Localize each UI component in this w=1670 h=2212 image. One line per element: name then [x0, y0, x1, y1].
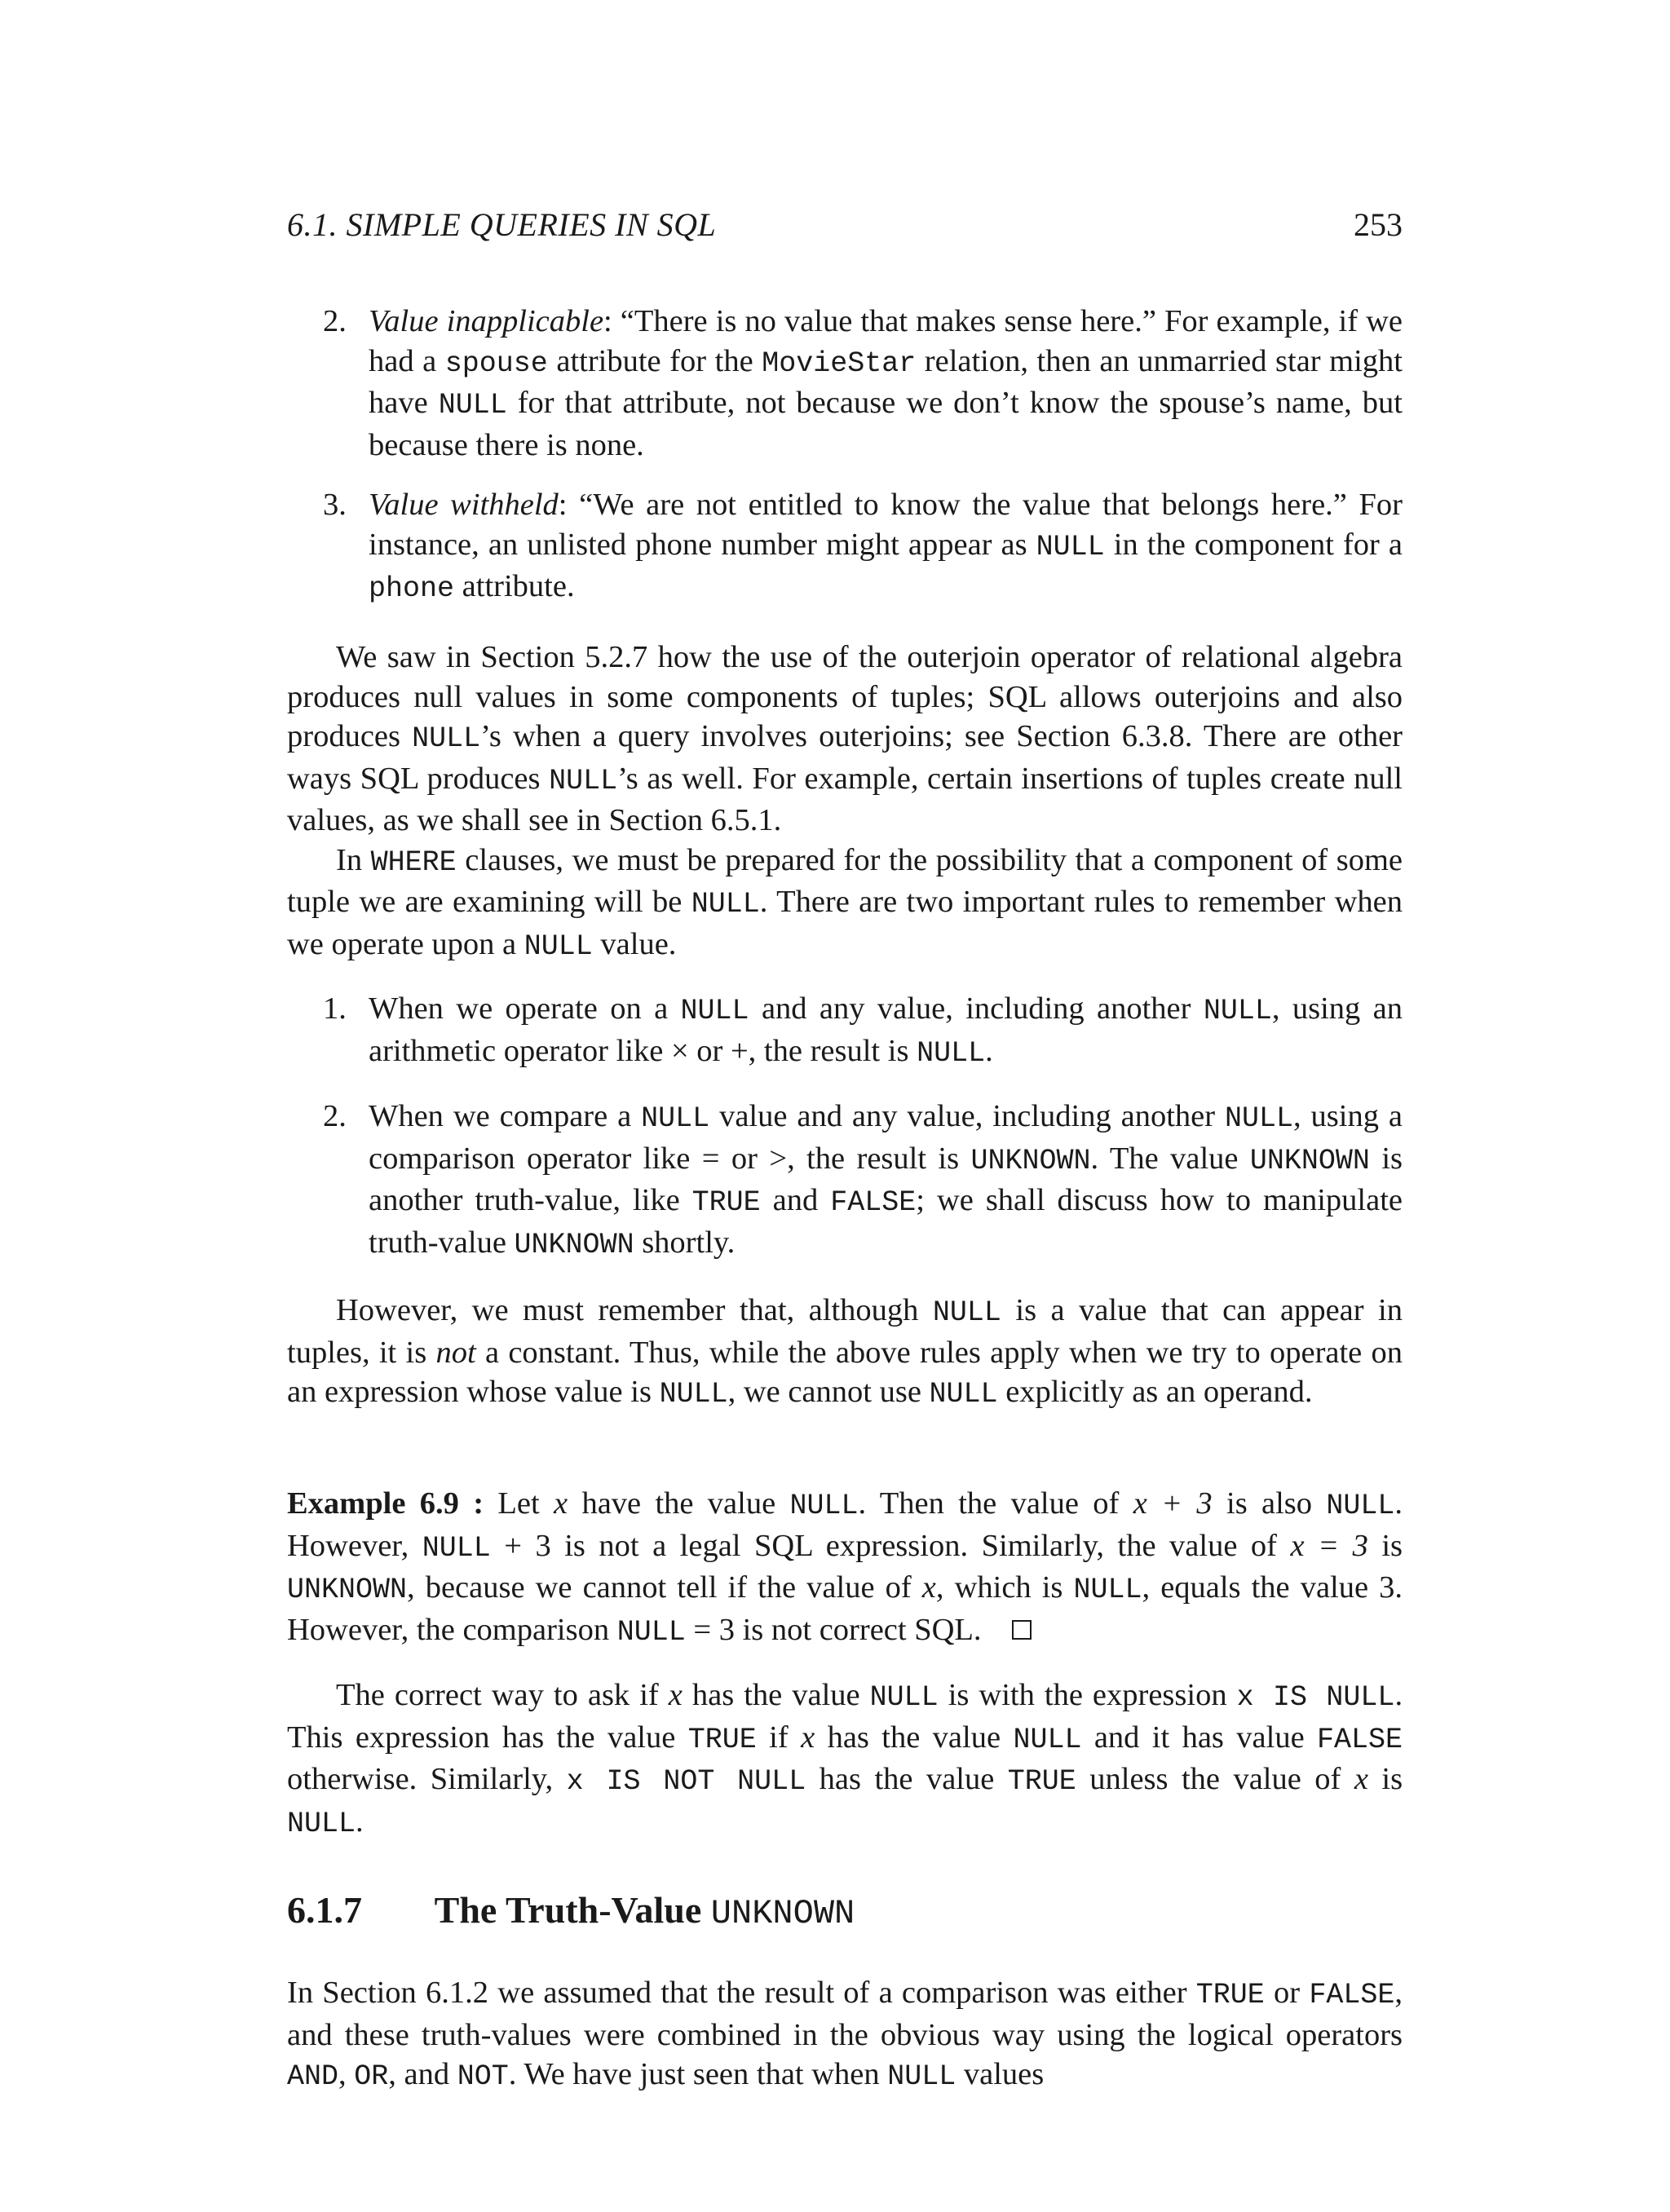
text-run: . — [985, 1033, 993, 1068]
code-moviestar: MovieStar — [762, 347, 917, 380]
code-null: NULL — [887, 2060, 956, 2093]
text-run: is — [1381, 1528, 1403, 1563]
code-x-is-not-null: x IS NOT NULL — [566, 1765, 806, 1798]
item-number: 1. — [323, 991, 347, 1026]
text-run: is — [1381, 1762, 1403, 1796]
text-run: . — [356, 1804, 364, 1839]
code-unknown: UNKNOWN — [1249, 1144, 1370, 1177]
paragraph-section-intro — [287, 1973, 1403, 2097]
running-header — [287, 205, 1403, 244]
code-null: NULL — [1225, 1102, 1294, 1135]
end-of-example-box — [1012, 1620, 1032, 1640]
code-null: NULL — [641, 1102, 710, 1135]
text-run: values — [963, 2057, 1045, 2091]
code-not: NOT — [457, 2060, 509, 2093]
text-run: , we cannot use — [727, 1375, 921, 1409]
text-run: is another truth-value, like — [369, 1141, 1403, 1217]
text-run: , using a comparison operator like = or >, the result is — [369, 1099, 1403, 1176]
text-run: When we operate on a — [369, 991, 669, 1026]
text-run: . There are two important rules to remember when we operate upon a — [287, 885, 1403, 961]
math-expression: x + 3 — [1133, 1486, 1213, 1521]
code-null: NULL — [680, 995, 749, 1027]
text-run: + 3 is not a legal SQL expression. Similarly, the value of — [504, 1528, 1277, 1563]
code-null: NULL — [869, 1681, 939, 1714]
text-run: shortly. — [642, 1225, 736, 1260]
code-and: AND — [287, 2060, 339, 2093]
code-null: NULL — [412, 722, 481, 755]
text-run: . However, — [287, 1486, 1403, 1563]
code-null: NULL — [1013, 1723, 1082, 1756]
text-run: relation, then an unmarried star might have — [369, 343, 1403, 420]
code-null: NULL — [616, 1615, 686, 1649]
paragraph-outerjoin — [287, 638, 1403, 841]
code-false: FALSE — [830, 1186, 917, 1219]
code-null: NULL — [1203, 995, 1272, 1027]
text-run: Let — [497, 1486, 540, 1521]
text-run: has the value — [691, 1678, 860, 1712]
item-term: Value inapplicable — [369, 304, 604, 338]
code-null: NULL — [1326, 1490, 1395, 1522]
text-run: When we compare a — [369, 1099, 632, 1133]
code-true: TRUE — [691, 1186, 761, 1219]
text-run: unless the value of — [1089, 1762, 1341, 1796]
example-label: Example 6.9 : — [287, 1486, 484, 1521]
text-run: in the component for a — [1113, 527, 1403, 562]
text-run: . Then the value of — [858, 1486, 1120, 1521]
text-run: clauses, we must be prepared for the possibility that a component of some tuple we are examining will be — [287, 842, 1403, 919]
math-var: x — [554, 1486, 568, 1521]
code-null: NULL — [691, 888, 760, 921]
text-run: , and — [388, 2057, 450, 2091]
text-run: and any value, including another — [761, 991, 1191, 1026]
code-null: NULL — [524, 929, 593, 963]
code-false: FALSE — [1317, 1723, 1403, 1756]
code-spouse: spouse — [444, 347, 548, 380]
text-run: and it has value — [1093, 1720, 1305, 1755]
code-null: NULL — [659, 1378, 728, 1411]
text-run: , and these truth-values were combined in the obvious way using the logical operators — [287, 1976, 1403, 2052]
text-run: a constant. Thus, while the above rules apply when we try to operate on an expression whose value is — [287, 1335, 1403, 1409]
text-run: has the value — [819, 1762, 995, 1796]
text-run: However, we must remember that, although — [336, 1293, 919, 1327]
item-number: 2. — [323, 304, 347, 338]
code-null: NULL — [932, 1296, 1001, 1329]
text-run: The correct way to ask if — [336, 1678, 659, 1712]
text-run: ’s as well. For example, certain insertions of tuples create null values, as we shall see in Section 6.5.1. — [287, 761, 1403, 837]
item-text: Value withheld: “We are not entitled to know the value that belongs here.” For instance, an unlisted phone number might appear as NULL in the component for a phone attribute. — [369, 488, 1403, 605]
code-true: TRUE — [687, 1723, 757, 1756]
text-run: have the value — [581, 1486, 776, 1521]
section-number: 6.1.7 — [287, 1889, 362, 1931]
math-var: x — [921, 1570, 936, 1605]
text-run: has the value — [827, 1720, 1001, 1755]
text-run: “There is no value that makes sense here.” For example, if we had a — [369, 304, 1403, 378]
code-false: FALSE — [1309, 1979, 1395, 2011]
item-text: Value inapplicable: “There is no value that makes sense here.” For example, if we had a spouse attribute for the MovieStar relation, then an unmarried star might have NULL for that attribute, not because we don’t know the spouse’s name, but because there is none. — [369, 304, 1403, 462]
section-title-code: UNKNOWN — [710, 1894, 855, 1933]
item-term: Value withheld — [369, 488, 559, 522]
math-var: x — [801, 1720, 815, 1755]
text-run: = 3 is not correct SQL. — [693, 1612, 982, 1647]
section-title: The Truth-Value — [434, 1889, 702, 1931]
body-paragraphs — [287, 638, 1403, 966]
paragraph-where — [287, 841, 1403, 967]
text-run: attribute for the — [556, 343, 753, 378]
text-run: if — [769, 1720, 789, 1755]
running-title: 6.1. SIMPLE QUERIES IN SQL — [287, 206, 717, 243]
text-run: “We are not entitled to know the value that belongs here.” For instance, an unlisted phone number might appear as — [369, 488, 1403, 562]
code-where: WHERE — [370, 846, 457, 879]
item-text — [369, 989, 1403, 1073]
item-number: 3. — [323, 488, 347, 522]
text-run: for that attribute, not because we don’t know the spouse’s name, but because there is none. — [369, 386, 1403, 462]
text-run: , — [338, 2057, 347, 2091]
text-run: , equals the value 3. However, the comparison — [287, 1570, 1403, 1647]
text-run: is also — [1226, 1486, 1313, 1521]
code-null: NULL — [917, 1036, 986, 1070]
text-run: otherwise. Similarly, — [287, 1762, 554, 1796]
text-run: or — [1274, 1976, 1301, 2010]
code-null: NULL — [1073, 1574, 1142, 1606]
code-null: NULL — [438, 389, 507, 422]
math-var: x — [1354, 1762, 1368, 1796]
section-heading — [287, 1887, 1403, 1936]
code-null: NULL — [422, 1531, 491, 1565]
code-null: NULL — [287, 1807, 356, 1840]
text-run: value and any value, including another — [719, 1099, 1216, 1133]
text-run: explicitly as an operand. — [1005, 1375, 1313, 1409]
text-run: is a value that can appear in tuples, it is — [287, 1293, 1403, 1370]
code-null: NULL — [929, 1378, 998, 1411]
math-var: x — [668, 1678, 683, 1712]
code-phone: phone — [369, 572, 455, 605]
item-number: 2. — [323, 1099, 347, 1133]
text-run: ; we shall discuss how to manipulate truth-value — [369, 1183, 1403, 1260]
paragraph-constant — [287, 1291, 1403, 1415]
text-run: In — [336, 842, 363, 877]
text-run: , using an arithmetic operator like × or +, the result is — [369, 991, 1403, 1068]
math-expression: x = 3 — [1290, 1528, 1368, 1563]
code-null: NULL — [789, 1490, 859, 1522]
text-run: In Section 6.1.2 we assumed that the result of a comparison was either — [287, 1976, 1187, 2010]
code-true: TRUE — [1007, 1765, 1076, 1798]
page-number: 253 — [1354, 206, 1403, 243]
text-run: . This expression has the value — [287, 1678, 1403, 1755]
code-unknown: UNKNOWN — [970, 1144, 1091, 1177]
text-run: and — [772, 1183, 819, 1217]
item-text — [369, 1097, 1403, 1265]
code-null: NULL — [1036, 530, 1105, 563]
example-6-9 — [287, 1484, 1403, 1652]
code-unknown: UNKNOWN — [287, 1574, 408, 1606]
text-run: . We have just seen that when — [508, 2057, 880, 2091]
paragraph-is-null — [287, 1676, 1403, 1843]
code-x-is-null: x IS NULL — [1236, 1681, 1395, 1714]
code-true: TRUE — [1195, 1979, 1265, 2011]
code-null: NULL — [549, 764, 618, 797]
text-run: is with the expression — [948, 1678, 1227, 1712]
text-run: , because we cannot tell if the value of — [407, 1570, 912, 1605]
code-or: OR — [354, 2060, 389, 2093]
text-run: ’s when a query involves outerjoins; see Section 6.3.8. There are other ways SQL produces — [287, 719, 1403, 796]
text-run: attribute. — [462, 569, 575, 603]
emphasis-not: not — [435, 1335, 476, 1370]
text-run: value. — [600, 926, 677, 961]
text-run: We saw in Section 5.2.7 how the use of the outerjoin operator of relational algebra produces null values in some components of tuples; SQL allows outerjoins and also produces — [287, 640, 1403, 753]
text-run: , which is — [935, 1570, 1063, 1605]
text-run: . The value — [1090, 1141, 1239, 1176]
code-unknown: UNKNOWN — [514, 1228, 634, 1261]
